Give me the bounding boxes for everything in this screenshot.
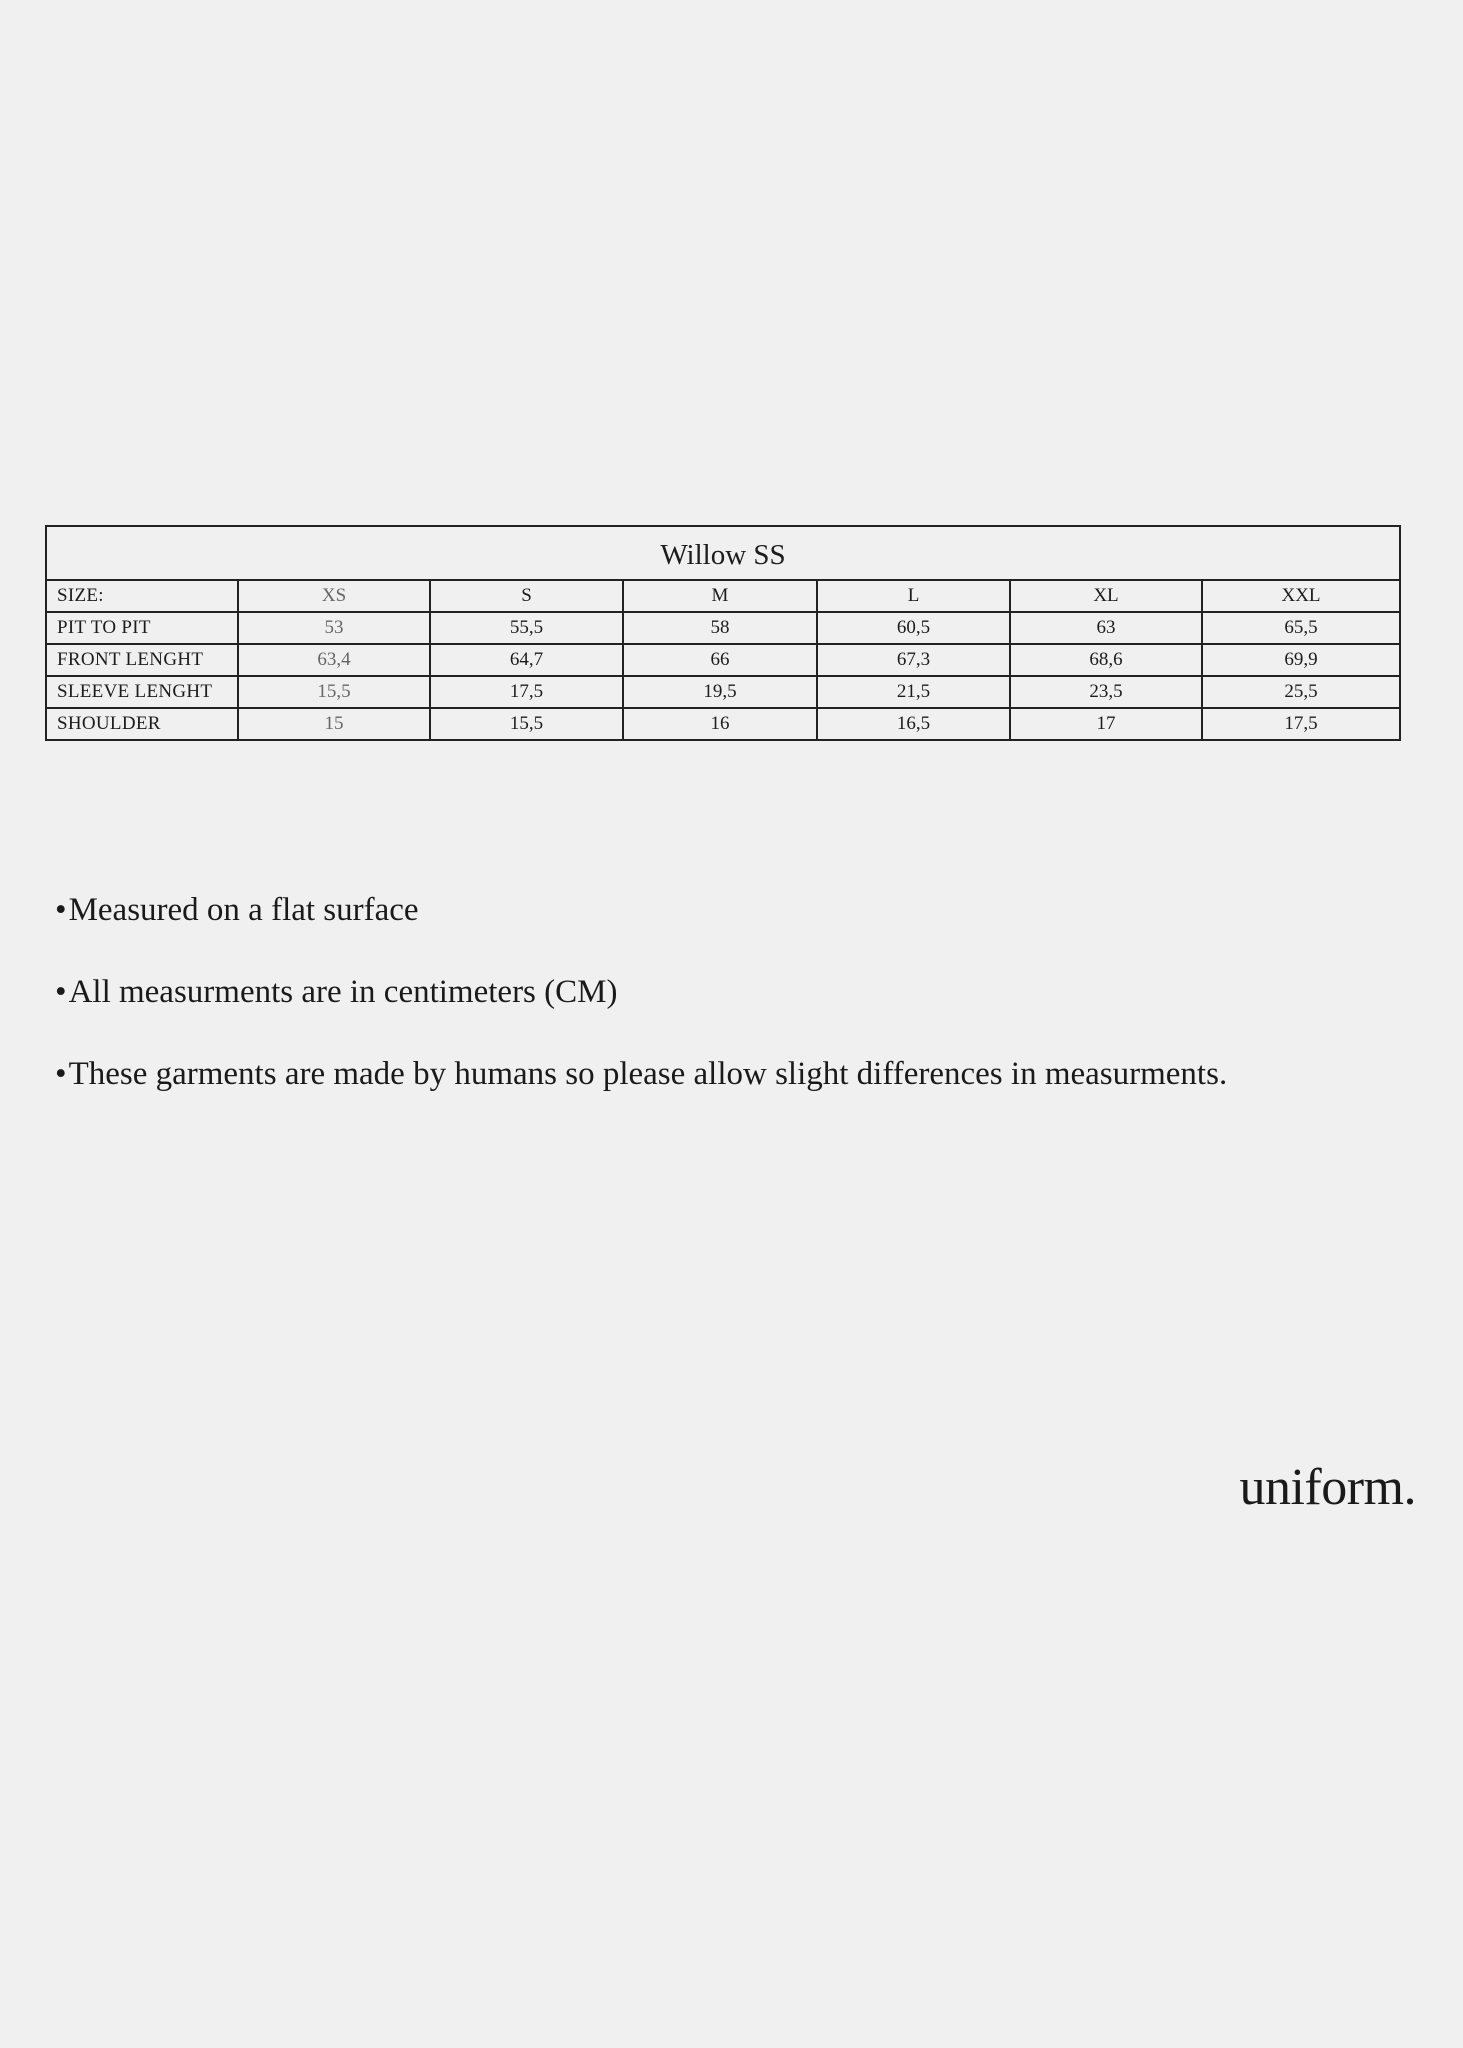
- table-cell: 17: [1010, 708, 1202, 740]
- table-cell: 17,5: [1202, 708, 1400, 740]
- table-cell: 69,9: [1202, 644, 1400, 676]
- table-cell: 55,5: [430, 612, 623, 644]
- brand-wordmark: uniform.: [1239, 1459, 1416, 1516]
- table-row: [46, 644, 1400, 676]
- row-label: PIT TO PIT: [46, 612, 238, 644]
- table-row: [46, 708, 1400, 740]
- size-header-l: L: [817, 580, 1010, 612]
- table-cell: 63: [1010, 612, 1202, 644]
- size-header-xxl: XXL: [1202, 580, 1400, 612]
- table-cell: 63,4: [238, 644, 430, 676]
- row-label: FRONT LENGHT: [46, 644, 238, 676]
- table-cell: 68,6: [1010, 644, 1202, 676]
- note-item: [55, 890, 1227, 972]
- table-cell: 15,5: [238, 676, 430, 708]
- table-cell: 16,5: [817, 708, 1010, 740]
- table-cell: 67,3: [817, 644, 1010, 676]
- table-cell: 17,5: [430, 676, 623, 708]
- table-row: [46, 612, 1400, 644]
- table-cell: 58: [623, 612, 817, 644]
- size-header-xl: XL: [1010, 580, 1202, 612]
- table-cell: 21,5: [817, 676, 1010, 708]
- table-cell: 15: [238, 708, 430, 740]
- table-cell: 53: [238, 612, 430, 644]
- table-cell: 23,5: [1010, 676, 1202, 708]
- table-row: [46, 676, 1400, 708]
- bullet: •: [55, 892, 67, 928]
- size-header-xs: XS: [238, 580, 430, 612]
- size-header-label: SIZE:: [46, 580, 238, 612]
- note-text: All measurments are in centimeters (CM): [68, 974, 618, 1010]
- table-cell: 15,5: [430, 708, 623, 740]
- table-header-row: [46, 580, 1400, 612]
- note-text: These garments are made by humans so please allow slight differences in measurments.: [68, 1056, 1228, 1092]
- measurement-notes: [55, 890, 1227, 1136]
- table-cell: 19,5: [623, 676, 817, 708]
- table-cell: 65,5: [1202, 612, 1400, 644]
- note-item: [55, 1054, 1227, 1136]
- table-cell: 64,7: [430, 644, 623, 676]
- table-title-row: [46, 526, 1400, 580]
- row-label: SLEEVE LENGHT: [46, 676, 238, 708]
- bullet: •: [55, 974, 67, 1010]
- row-label: SHOULDER: [46, 708, 238, 740]
- size-header-m: M: [623, 580, 817, 612]
- note-item: [55, 972, 1227, 1054]
- table-cell: 60,5: [817, 612, 1010, 644]
- size-header-s: S: [430, 580, 623, 612]
- bullet: •: [55, 1056, 67, 1092]
- size-chart-table: [45, 525, 1401, 741]
- table-cell: 16: [623, 708, 817, 740]
- note-text: Measured on a flat surface: [68, 892, 419, 928]
- table-cell: 25,5: [1202, 676, 1400, 708]
- table-cell: 66: [623, 644, 817, 676]
- table-title: Willow SS: [46, 526, 1400, 580]
